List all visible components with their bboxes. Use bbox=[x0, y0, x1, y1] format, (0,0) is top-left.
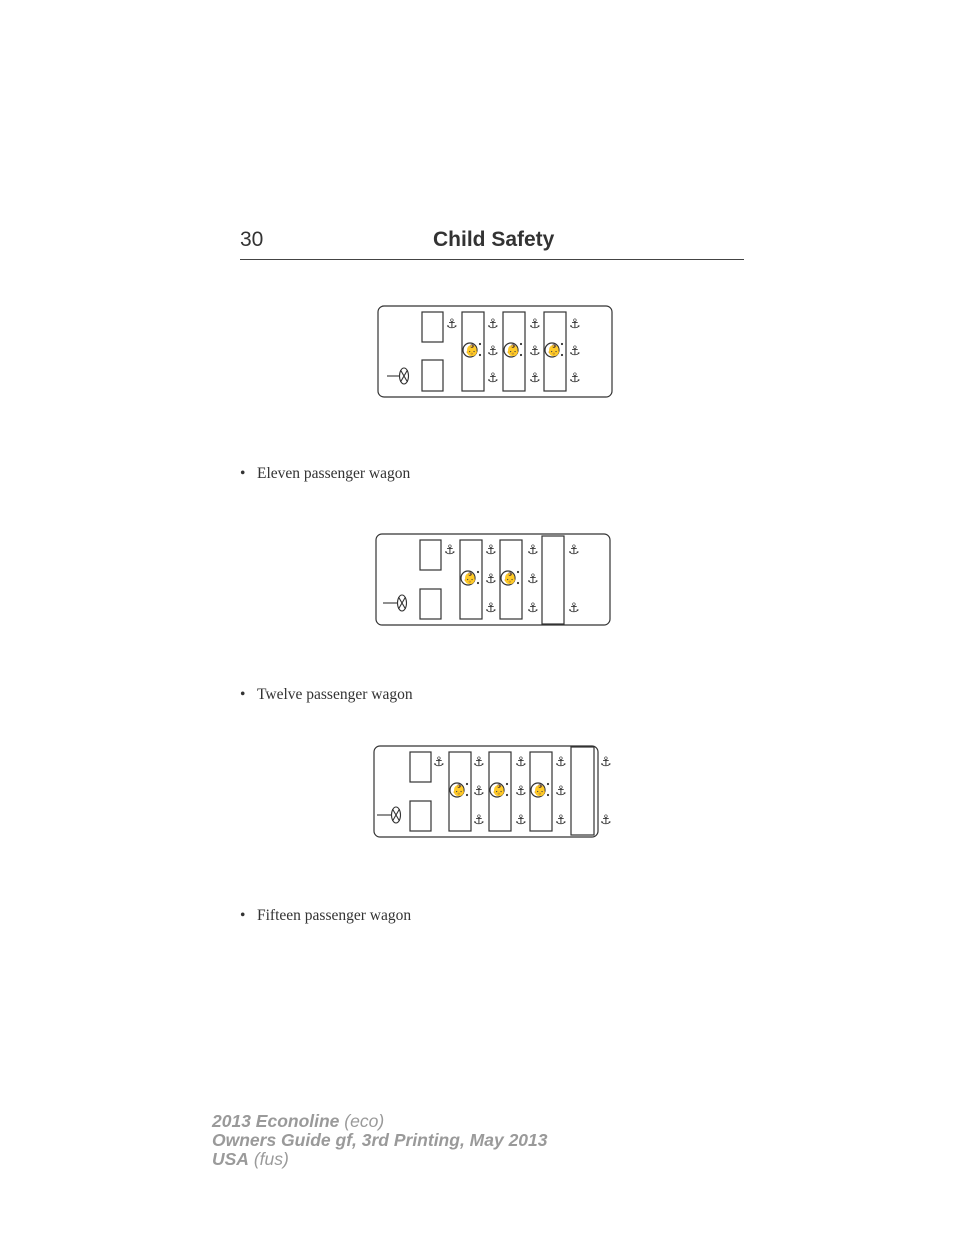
lower-anchor-marker bbox=[466, 794, 468, 796]
driver-seat bbox=[422, 360, 443, 391]
lower-anchor-marker bbox=[477, 582, 479, 584]
svg-text:👶: 👶 bbox=[492, 784, 506, 797]
tether-anchor-icon: ⚓ bbox=[487, 371, 499, 386]
tether-anchor-icon: ⚓ bbox=[569, 317, 581, 332]
bullet-item bbox=[240, 686, 413, 704]
steering-wheel-icon bbox=[400, 368, 409, 384]
svg-text:👶: 👶 bbox=[463, 572, 477, 585]
driver-seat bbox=[410, 801, 431, 831]
tether-anchor-icon: ⚓ bbox=[569, 371, 581, 386]
steering-wheel-icon bbox=[392, 807, 401, 823]
tether-anchor-icon: ⚓ bbox=[487, 317, 499, 332]
header-rule bbox=[240, 259, 744, 260]
svg-text:👶: 👶 bbox=[503, 572, 517, 585]
footer-market-code: (fus) bbox=[253, 1149, 289, 1169]
lower-anchor-marker bbox=[561, 354, 563, 356]
tether-anchor-icon: ⚓ bbox=[473, 813, 485, 828]
bullet-text: Twelve passenger wagon bbox=[257, 686, 413, 703]
child-seat-lock-icon bbox=[450, 783, 466, 797]
tether-anchor-icon: ⚓ bbox=[555, 813, 567, 828]
lower-anchor-marker bbox=[477, 571, 479, 573]
tether-anchor-icon: ⚓ bbox=[568, 601, 580, 616]
front-passenger-seat bbox=[420, 540, 441, 570]
bullet-marker: • bbox=[240, 465, 246, 482]
tether-anchor-icon: ⚓ bbox=[473, 755, 485, 770]
footer-model: 2013 Econoline bbox=[212, 1111, 340, 1131]
lower-anchor-marker bbox=[506, 783, 508, 785]
bullet-marker: • bbox=[240, 907, 246, 924]
lower-anchor-marker bbox=[506, 794, 508, 796]
tether-anchor-icon: ⚓ bbox=[555, 784, 567, 799]
svg-text:👶: 👶 bbox=[465, 344, 479, 357]
bullet-marker: • bbox=[240, 686, 246, 703]
child-seat-lock-icon bbox=[490, 783, 506, 797]
footer-line-3 bbox=[212, 1150, 548, 1169]
lower-anchor-marker bbox=[517, 582, 519, 584]
lower-anchor-marker bbox=[547, 783, 549, 785]
bullet-item bbox=[240, 907, 411, 925]
tether-anchor-icon: ⚓ bbox=[485, 543, 497, 558]
lower-anchor-marker bbox=[547, 794, 549, 796]
tether-anchor-icon: ⚓ bbox=[485, 572, 497, 587]
child-seat-lock-icon bbox=[531, 783, 547, 797]
tether-anchor-icon: ⚓ bbox=[446, 317, 458, 332]
tether-anchor-icon: ⚓ bbox=[569, 344, 581, 359]
driver-seat bbox=[420, 589, 441, 619]
tether-anchor-icon: ⚓ bbox=[568, 543, 580, 558]
tether-anchor-icon: ⚓ bbox=[555, 755, 567, 770]
tether-anchor-icon: ⚓ bbox=[527, 543, 539, 558]
steering-wheel-icon bbox=[398, 595, 407, 611]
document-footer bbox=[212, 1112, 548, 1169]
tether-anchor-icon: ⚓ bbox=[600, 813, 612, 828]
page-number: 30 bbox=[240, 228, 264, 251]
rear-bench-seat bbox=[571, 747, 594, 835]
seating-diagram-fifteen bbox=[372, 744, 616, 840]
seating-diagram-twelve bbox=[374, 532, 614, 628]
footer-line-1 bbox=[212, 1112, 548, 1131]
tether-anchor-icon: ⚓ bbox=[529, 371, 541, 386]
svg-text:👶: 👶 bbox=[533, 784, 547, 797]
child-seat-lock-icon bbox=[501, 571, 517, 585]
child-seat-lock-icon bbox=[463, 343, 479, 357]
tether-anchor-icon: ⚓ bbox=[433, 755, 445, 770]
child-seat-lock-icon bbox=[504, 343, 520, 357]
footer-guide-info: Owners Guide gf, 3rd Printing, May 2013 bbox=[212, 1130, 548, 1150]
front-passenger-seat bbox=[422, 312, 443, 342]
seating-diagram-eleven bbox=[376, 304, 616, 400]
tether-anchor-icon: ⚓ bbox=[600, 755, 612, 770]
bullet-text: Eleven passenger wagon bbox=[257, 465, 411, 482]
lower-anchor-marker bbox=[479, 343, 481, 345]
tether-anchor-icon: ⚓ bbox=[529, 344, 541, 359]
tether-anchor-icon: ⚓ bbox=[515, 755, 527, 770]
tether-anchor-icon: ⚓ bbox=[485, 601, 497, 616]
svg-text:👶: 👶 bbox=[452, 784, 466, 797]
lower-anchor-marker bbox=[466, 783, 468, 785]
footer-line-2 bbox=[212, 1131, 548, 1150]
svg-text:👶: 👶 bbox=[506, 344, 520, 357]
bullet-item bbox=[240, 465, 410, 483]
tether-anchor-icon: ⚓ bbox=[515, 813, 527, 828]
footer-market: USA bbox=[212, 1149, 249, 1169]
lower-anchor-marker bbox=[520, 343, 522, 345]
front-passenger-seat bbox=[410, 752, 431, 782]
svg-text:👶: 👶 bbox=[547, 344, 561, 357]
tether-anchor-icon: ⚓ bbox=[473, 784, 485, 799]
bullet-text: Fifteen passenger wagon bbox=[257, 907, 412, 924]
tether-anchor-icon: ⚓ bbox=[527, 601, 539, 616]
tether-anchor-icon: ⚓ bbox=[487, 344, 499, 359]
lower-anchor-marker bbox=[479, 354, 481, 356]
section-title: Child Safety bbox=[433, 228, 555, 251]
tether-anchor-icon: ⚓ bbox=[444, 543, 456, 558]
child-seat-lock-icon bbox=[461, 571, 477, 585]
footer-model-code: (eco) bbox=[344, 1111, 385, 1131]
lower-anchor-marker bbox=[520, 354, 522, 356]
lower-anchor-marker bbox=[561, 343, 563, 345]
tether-anchor-icon: ⚓ bbox=[515, 784, 527, 799]
lower-anchor-marker bbox=[517, 571, 519, 573]
child-seat-lock-icon bbox=[545, 343, 561, 357]
tether-anchor-icon: ⚓ bbox=[527, 572, 539, 587]
tether-anchor-icon: ⚓ bbox=[529, 317, 541, 332]
rear-bench-seat bbox=[542, 536, 564, 624]
